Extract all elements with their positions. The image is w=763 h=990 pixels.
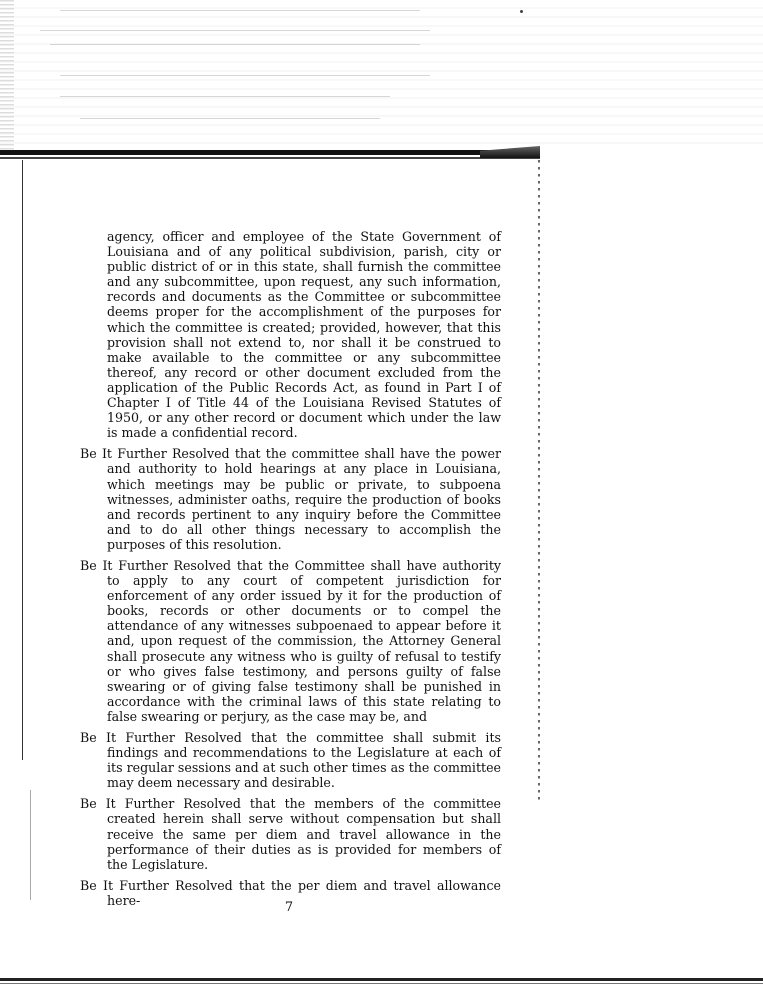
scan-noise-line (60, 75, 430, 76)
scan-left-gutter (0, 0, 14, 150)
scan-noise-line (40, 30, 430, 31)
bottom-page-rule-thin (0, 983, 763, 984)
page-number: 7 (284, 900, 294, 915)
scan-noise-line (60, 96, 390, 97)
scan-noise-line (50, 44, 420, 45)
scan-noise-line (80, 118, 380, 119)
bottom-page-rule (0, 978, 763, 981)
page-left-edge-lower (30, 790, 31, 900)
document-body (80, 229, 501, 914)
page-left-edge (22, 160, 23, 760)
resolution-paragraph: Be It Further Resolved that the members of the committee created herein shall serve without compensation but shall receive the same per diem and travel allowance in the performance of their duties as is provided for members of the Legislature. (80, 796, 501, 872)
top-page-rule-thin (0, 157, 540, 159)
resolution-paragraph: Be It Further Resolved that the committee shall have the power and authority to hold hearings at any place in Louisiana, which meetings may be public or private, to subpoena witnesses, administer oaths, require the production of books and records pertinent to any inquiry before the Committee and to do all other things necessary to accomplish the purposes of this resolution. (80, 446, 501, 552)
resolution-paragraph: Be It Further Resolved that the Committee shall have authority to apply to any court of competent jurisdiction for enforcement of any order issued by it for the production of books, records or other documents or to compel the attendance of any witnesses subpoenaed to appear before it and, upon request of the commission, the Attorney General shall prosecute any witness who is guilty of refusal to testify or who gives false testimony, and persons guilty of false swearing or of giving false testimony shall be punished in accordance with the criminal laws of this state relating to false swearing or perjury, as the case may be, and (80, 557, 501, 724)
scan-noise-line (60, 10, 420, 11)
page-right-edge (538, 160, 540, 800)
continuation-paragraph: agency, officer and employee of the State Government of Louisiana and of any political subdivision, parish, city or public district of or in this state, shall furnish the committee and any subcommittee, upon request, any such information, records and documents as the Committee or subcommittee deems proper for the accomplishment of the purposes for which the committee is created; provided, however, that this provision shall not extend to, nor shall it be construed to make available to the committee or any subcommittee thereof, any record or other document excluded from the application of the Public Records Act, as found in Part I of Chapter I of Title 44 of the Louisiana Revised Statutes of 1950, or any other record or document which under the law is made a confidential record. (107, 229, 501, 441)
resolution-paragraph: Be It Further Resolved that the committee shall submit its findings and recommendations to the Legislature at each of its regular sessions and at such other times as the committee may deem necessary and desirable. (80, 730, 501, 791)
scan-speck (520, 10, 523, 13)
resolution-paragraph: Be It Further Resolved that the per diem and travel allowance here- (80, 877, 501, 908)
top-page-rule (0, 150, 540, 155)
